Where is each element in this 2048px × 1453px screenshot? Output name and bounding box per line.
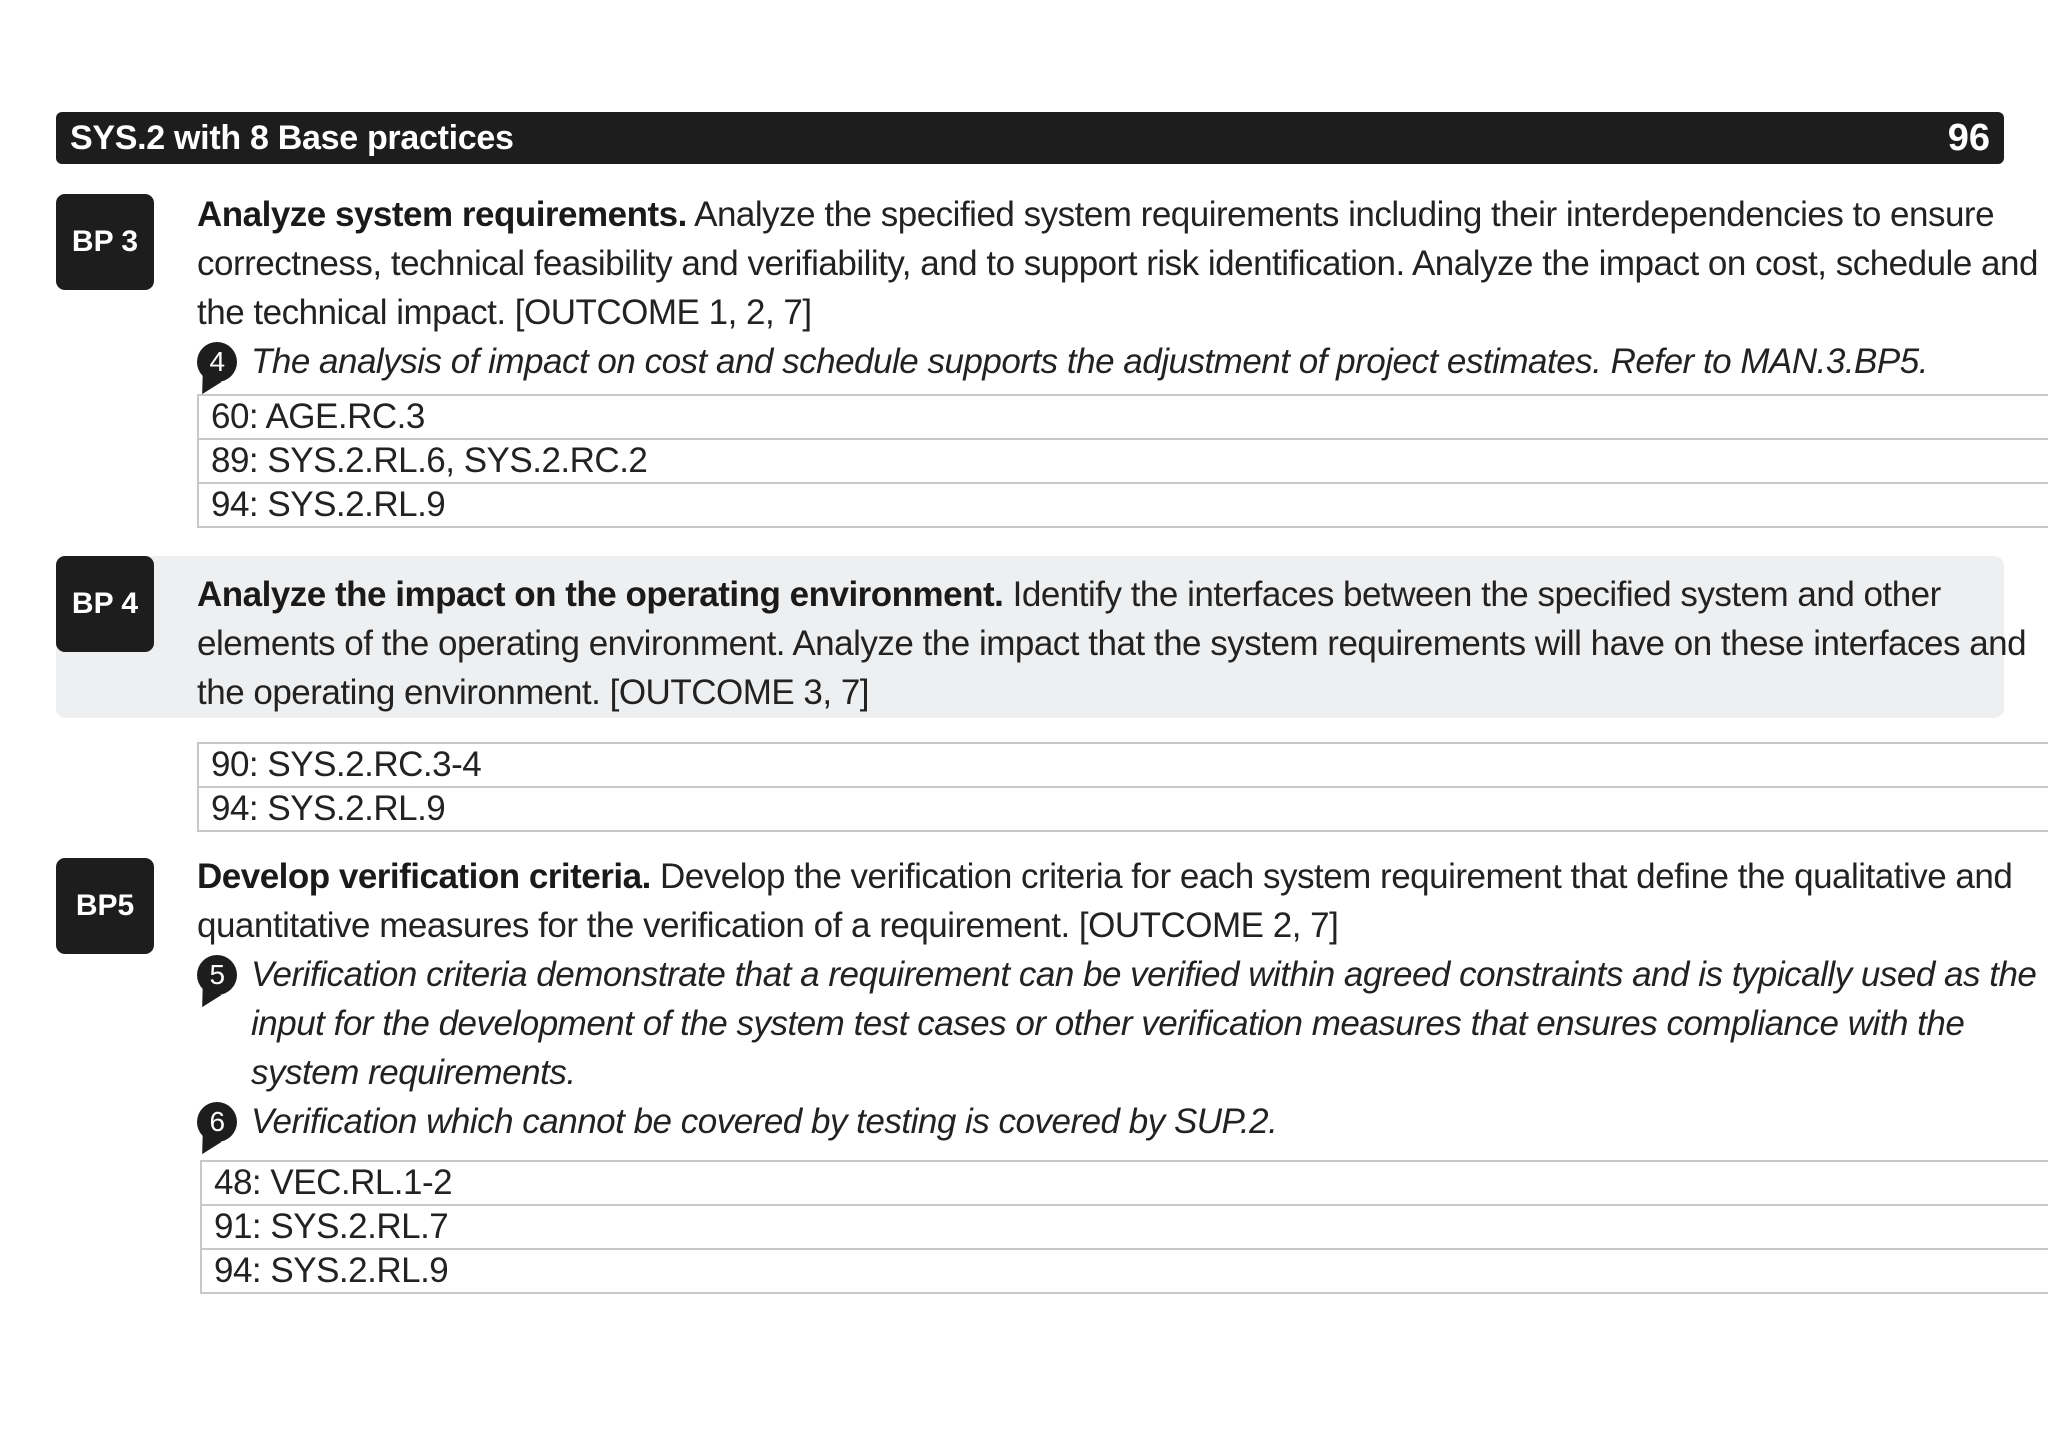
- bp5-note-5: [197, 950, 2047, 1097]
- note-bubble-icon: 6: [197, 1102, 237, 1142]
- note-text: Verification which cannot be covered by testing is covered by SUP.2.: [251, 1102, 1278, 1141]
- bp4-text: Identify the interfaces between the specified system and other elements of the operating environment. Analyze the impact that the system requirements will have on these interfaces and the operating environment. [OUTCOME 3, 7]: [197, 575, 2027, 712]
- reference-cell: 91: SYS.2.RL.7: [201, 1205, 2048, 1249]
- page-header: [56, 112, 2004, 164]
- bp5-description: [197, 852, 2047, 950]
- table-row: [198, 483, 2048, 527]
- bp5-text: Develop the verification criteria for each system requirement that define the qualitative and quantitative measures for the verification of a requirement. [OUTCOME 2, 7]: [197, 857, 2013, 945]
- reference-cell: 90: SYS.2.RC.3-4: [198, 743, 2048, 787]
- note-text: The analysis of impact on cost and schedule supports the adjustment of project estimates. Refer to MAN.3.BP5.: [251, 342, 1928, 381]
- bp4-heading: Analyze the impact on the operating environment.: [197, 575, 1004, 614]
- bp5-heading: Develop verification criteria.: [197, 857, 651, 896]
- note-text: Verification criteria demonstrate that a requirement can be verified within agreed constraints and is typically used as the input for the development of the system test cases or other verification measures that ensures compliance with the system requirements.: [251, 955, 2037, 1092]
- table-row: [198, 439, 2048, 483]
- bp3-badge: BP 3: [56, 194, 154, 290]
- table-row: [198, 743, 2048, 787]
- bp4-description: [197, 570, 2047, 717]
- reference-cell: 60: AGE.RC.3: [198, 395, 2048, 439]
- bp3-text: Analyze the specified system requirements including their interdependencies to ensure correctness, technical feasibility and verifiability, and to support risk identification. Analyze the impact on cost, schedule and the technical impact. [OUTCOME 1, 2, 7]: [197, 195, 2038, 332]
- table-row: [201, 1205, 2048, 1249]
- table-row: [201, 1249, 2048, 1293]
- page-title: SYS.2 with 8 Base practices: [70, 118, 514, 157]
- bp3-note-4: [197, 337, 2047, 386]
- section-bp5: [56, 852, 2037, 1302]
- bp5-badge: BP5: [56, 858, 154, 954]
- bp4-reference-table: [197, 742, 2048, 832]
- table-row: [198, 395, 2048, 439]
- table-row: [201, 1161, 2048, 1205]
- note-bubble-icon: 4: [197, 342, 237, 382]
- reference-cell: 94: SYS.2.RL.9: [198, 483, 2048, 527]
- bp3-description: [197, 190, 2047, 337]
- reference-cell: 94: SYS.2.RL.9: [198, 787, 2048, 831]
- table-row: [198, 787, 2048, 831]
- bp5-reference-table: [200, 1160, 2048, 1294]
- page-number: 96: [1947, 116, 1990, 159]
- section-bp3: [56, 190, 2038, 530]
- reference-cell: 48: VEC.RL.1-2: [201, 1161, 2048, 1205]
- reference-cell: 94: SYS.2.RL.9: [201, 1249, 2048, 1293]
- reference-cell: 89: SYS.2.RL.6, SYS.2.RC.2: [198, 439, 2048, 483]
- note-bubble-icon: 5: [197, 955, 237, 995]
- bp3-reference-table: [197, 394, 2048, 528]
- bp4-badge: BP 4: [56, 556, 154, 652]
- bp3-heading: Analyze system requirements.: [197, 195, 687, 234]
- bp5-note-6: [197, 1097, 2047, 1146]
- section-bp4: [56, 556, 2027, 718]
